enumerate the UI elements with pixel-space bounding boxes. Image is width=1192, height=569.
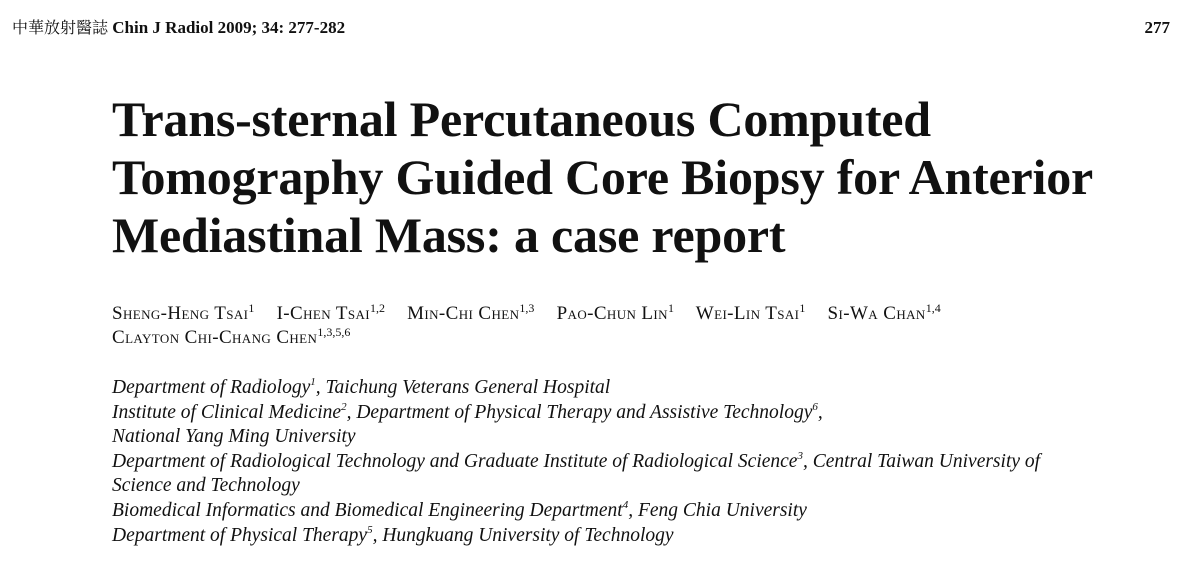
journal-name-chinese: 中華放射醫誌 [12,18,109,37]
affiliation-line: Institute of Clinical Medicine$^2$, Department of Physical Therapy and Assistive Technology$^6$, [112,400,823,423]
affiliation-marker: 1 [310,376,316,388]
author-name: Sheng-Heng Tsai [112,303,249,324]
affiliation-line: Department of Physical Therapy$^5$, Hungkuang University of Technology [112,523,674,546]
author-name: Min-Chi Chen [407,303,520,324]
author-affiliation-marker: 1 [667,301,674,315]
author-affiliation-marker: 1 [799,301,806,315]
title-line: Mediastinal Mass: a case report [112,207,786,263]
page-number: 277 [1144,18,1170,37]
affiliation-marker: 5 [367,523,373,536]
affiliation-marker: 3 [797,449,803,462]
author-affiliation-marker: 1,4 [925,301,941,315]
author-affiliation-marker: 1,2 [369,301,385,315]
affiliation-line: Biomedical Informatics and Biomedical Engineering Department$^4$, Feng Chia University [112,498,807,521]
author [112,303,254,324]
author-name: Si-Wa Chan [827,303,926,324]
journal-citation: Chin J Radiol 2009; 34: 277-282 [112,18,346,37]
affiliation-line: Science and Technology [112,475,300,497]
author-name: Pao-Chun Lin [556,303,668,324]
author-name: Wei-Lin Tsai [695,303,800,324]
affiliation-marker: 6 [812,400,818,413]
author-affiliation-marker: 1,3 [519,301,535,315]
author-list [112,302,1182,350]
article-title [112,90,1182,264]
author [557,303,674,324]
author-affiliation-marker: 1,3,5,6 [317,325,351,339]
title-line: Tomography Guided Core Biopsy for Anterior [112,149,1094,205]
author [112,327,350,348]
author [828,303,941,324]
running-head [12,18,345,38]
author-affiliation-marker: 1 [248,301,255,315]
author [277,303,385,324]
affiliation-marker: 4 [622,498,629,511]
author-name: I-Chen Tsai [276,303,370,324]
title-line: Trans-sternal Percutaneous Computed [112,91,931,147]
author [696,303,806,324]
affiliation-list [112,376,1182,548]
author [407,303,534,324]
affiliation-line: Department of Radiological Technology and Graduate Institute of Radiological Science$^3$, Central Taiwan University of [112,449,1041,472]
affiliation-marker: 2 [341,400,347,413]
author-name: Clayton Chi-Chang Chen [112,327,318,348]
affiliation-line: National Yang Ming University [112,426,356,448]
affiliation-line: Department of Radiology$^1$, Taichung Veterans General Hospital [112,376,611,398]
